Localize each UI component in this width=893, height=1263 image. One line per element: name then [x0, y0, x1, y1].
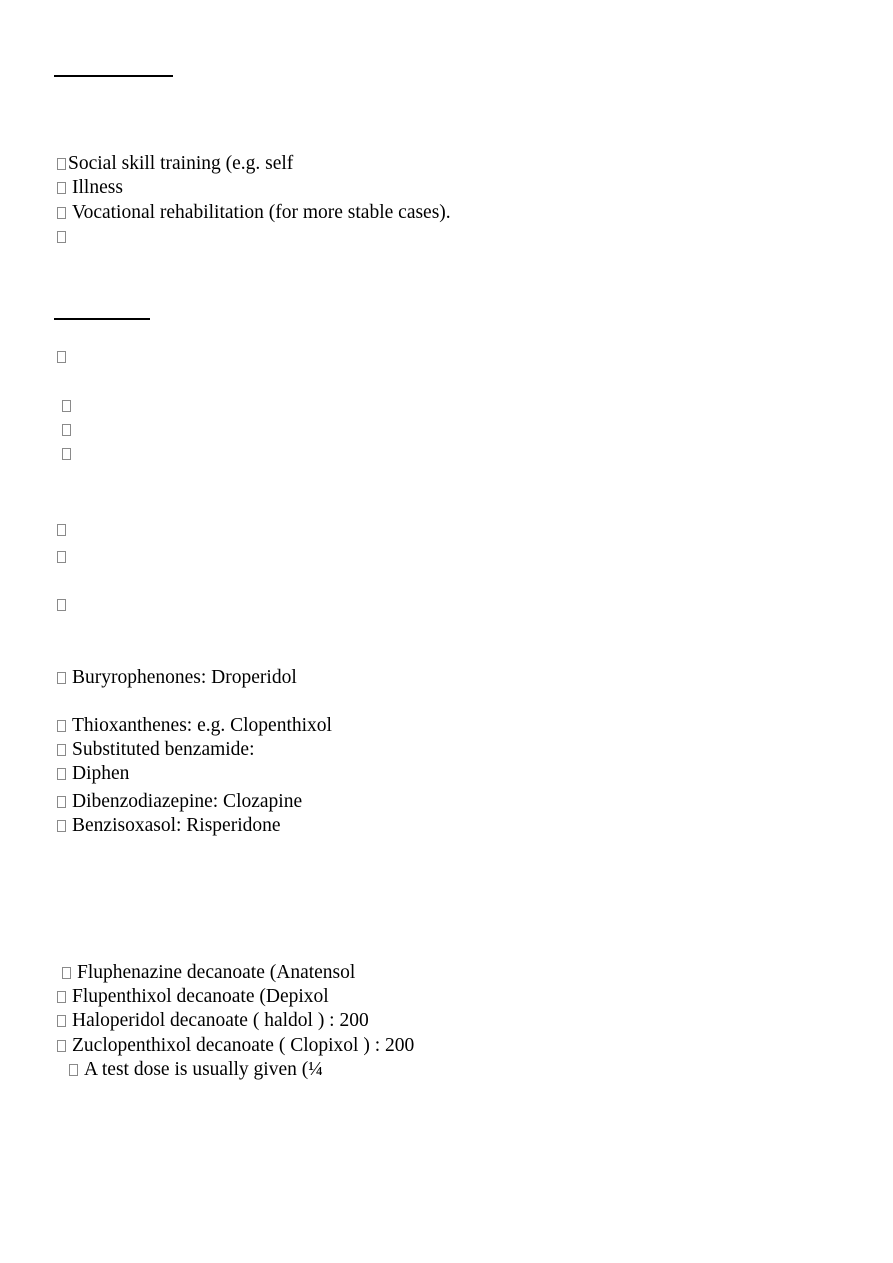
bullet-box-icon — [57, 796, 66, 808]
bullet-box-icon — [69, 1064, 78, 1076]
list-item-text: Thioxanthenes: e.g. Clopenthixol — [72, 715, 332, 736]
list-item — [57, 791, 302, 813]
list-item — [57, 815, 281, 837]
list-item-text: Social skill training (e.g. self — [68, 153, 294, 174]
list-item — [57, 519, 72, 541]
list-item — [57, 739, 255, 761]
list-item — [57, 202, 451, 224]
list-item-text: Vocational rehabilitation (for more stable cases). — [72, 202, 451, 223]
bullet-box-icon — [57, 1040, 66, 1052]
bullet-box-icon — [57, 768, 66, 780]
list-item — [62, 395, 77, 417]
bullet-box-icon — [57, 672, 66, 684]
list-item-text: Buryrophenones: Droperidol — [72, 667, 297, 688]
list-item — [57, 177, 123, 199]
bullet-box-icon — [57, 351, 66, 363]
section-heading-underline — [54, 318, 150, 320]
bullet-box-icon — [57, 207, 66, 219]
bullet-box-icon — [57, 231, 66, 243]
bullet-box-icon — [62, 448, 71, 460]
list-item-text: Flupenthixol decanoate (Depixol — [72, 986, 329, 1007]
list-item — [62, 443, 77, 465]
list-item-text: Illness — [72, 177, 123, 198]
list-item — [57, 153, 293, 175]
bullet-box-icon — [57, 991, 66, 1003]
list-item-text: Haloperidol decanoate ( haldol ) : 200 — [72, 1010, 369, 1031]
list-item — [57, 346, 72, 368]
bullet-box-icon — [62, 424, 71, 436]
list-item — [57, 226, 72, 248]
list-item — [57, 1010, 369, 1032]
list-item — [57, 763, 129, 785]
bullet-box-icon — [57, 182, 66, 194]
list-item-text: Diphen — [72, 763, 130, 784]
bullet-box-icon — [57, 1015, 66, 1027]
bullet-box-icon — [62, 967, 71, 979]
list-item-text: Dibenzodiazepine: Clozapine — [72, 791, 303, 812]
list-item-text: A test dose is usually given (¼ — [84, 1059, 323, 1080]
list-item — [57, 667, 297, 689]
list-item — [69, 1059, 323, 1081]
list-item — [62, 962, 355, 984]
list-item-text: Fluphenazine decanoate (Anatensol — [77, 962, 356, 983]
section-heading-underline — [54, 75, 173, 77]
bullet-box-icon — [57, 158, 66, 170]
bullet-box-icon — [57, 524, 66, 536]
bullet-box-icon — [57, 599, 66, 611]
bullet-box-icon — [57, 720, 66, 732]
list-item — [57, 1035, 414, 1057]
list-item — [62, 419, 77, 441]
list-item-text: Substituted benzamide: — [72, 739, 255, 760]
list-item-text: Zuclopenthixol decanoate ( Clopixol ) : 200 — [72, 1035, 415, 1056]
bullet-box-icon — [57, 551, 66, 563]
list-item — [57, 594, 72, 616]
list-item — [57, 715, 332, 737]
bullet-box-icon — [57, 744, 66, 756]
bullet-box-icon — [57, 820, 66, 832]
list-item — [57, 986, 329, 1008]
list-item-text: Benzisoxasol: Risperidone — [72, 815, 281, 836]
bullet-box-icon — [62, 400, 71, 412]
list-item — [57, 546, 72, 568]
